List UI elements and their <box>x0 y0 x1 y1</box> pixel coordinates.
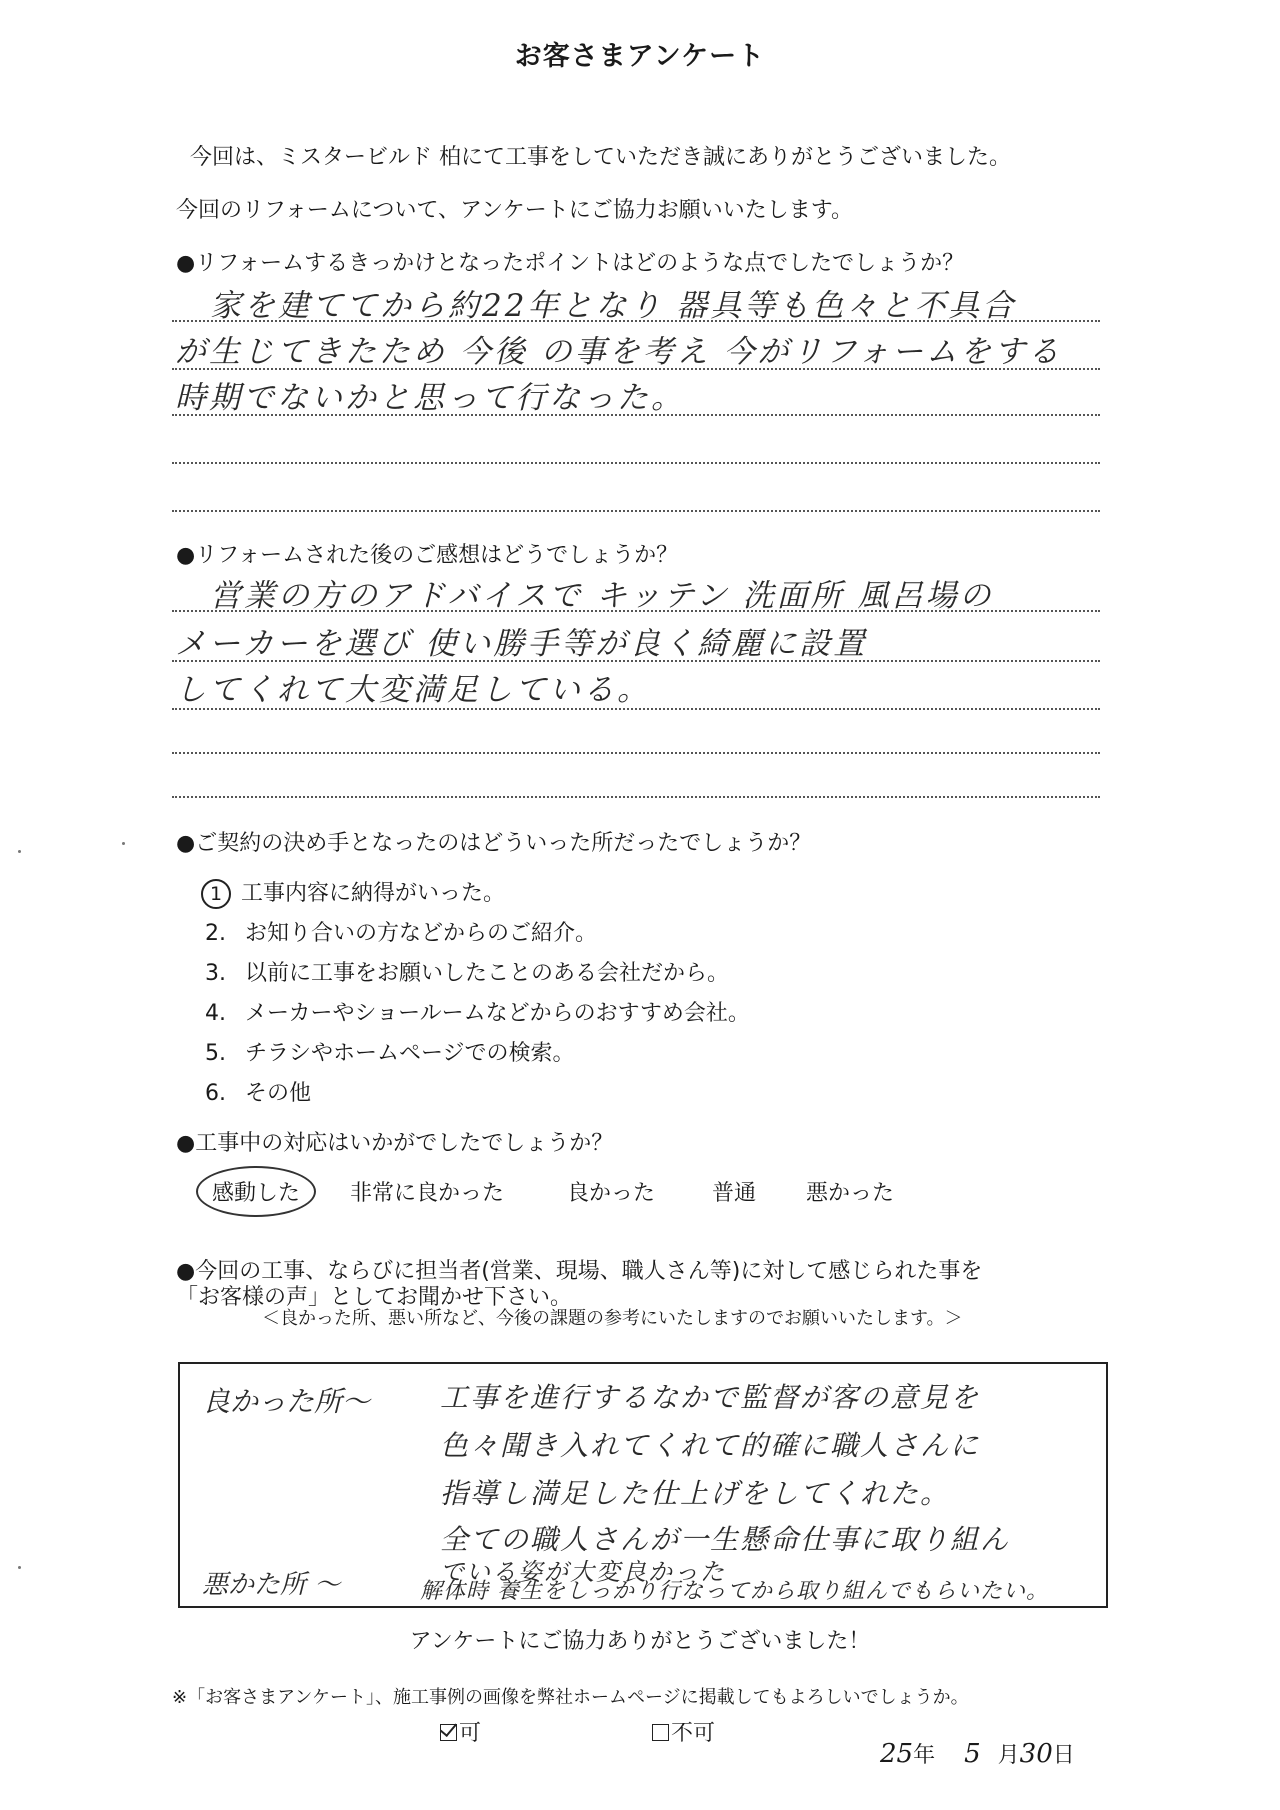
choice-number: 3. <box>205 961 226 986</box>
q4-question: ●工事中の対応はいかがでしたでしょうか？ <box>176 1131 614 1156</box>
intro-line-1: 今回は、ミスタービルド 柏にて工事をしていただき誠にありがとうございました。 <box>190 145 1011 170</box>
answer-rule <box>172 414 1100 416</box>
choice-label: メーカーやショールームなどからのおすすめ会社。 <box>245 1001 750 1026</box>
rating-option: 悪かった <box>806 1181 895 1206</box>
page-title: お客さまアンケート <box>514 41 766 72</box>
choice-number: 5. <box>205 1041 226 1066</box>
answer-rule <box>172 510 1100 512</box>
answer-rule <box>172 610 1100 612</box>
rating-option: 普通 <box>712 1181 757 1206</box>
q1-answer-line: 時期でないかと思って行なった。 <box>175 380 685 416</box>
q3-choice <box>205 1036 575 1067</box>
date-year-unit: 年 <box>913 1743 936 1768</box>
choice-number: 6. <box>205 1081 226 1106</box>
scan-speck <box>18 1566 21 1569</box>
q3-choice <box>205 1076 311 1107</box>
answer-rule <box>172 368 1100 370</box>
choice-label: お知り合いの方などからのご紹介。 <box>245 921 598 946</box>
intro-line-2: 今回のリフォームについて、アンケートにご協力お願いいたします。 <box>176 198 853 223</box>
q5-question-line-2: 「お客様の声」としてお聞かせ下さい。 <box>176 1285 573 1310</box>
checkbox-checked-icon[interactable] <box>440 1724 457 1741</box>
choice-label: 以前に工事をお願いしたことのある会社だから。 <box>245 961 730 986</box>
consent-yes-label: 可 <box>459 1721 482 1746</box>
q2-answer-line: してくれて大変満足している。 <box>175 672 651 708</box>
good-points-label: 良かった所〜 <box>202 1385 371 1418</box>
good-points-line: でいる姿が大変良かった <box>440 1558 726 1586</box>
thanks-message: アンケートにご協力ありがとうございました！ <box>409 1629 871 1654</box>
answer-rule <box>172 752 1100 754</box>
rating-option-selected: 感動した <box>196 1166 316 1217</box>
date-year: 25 <box>880 1739 914 1769</box>
rating-option: 非常に良かった <box>350 1181 505 1206</box>
choice-label: その他 <box>245 1081 312 1106</box>
bad-points-line: 解体時 養生をしっかり行なってから取り組んでもらいたい。 <box>420 1579 1049 1604</box>
q3-choice <box>205 916 597 947</box>
consent-yes-option[interactable] <box>440 1716 481 1747</box>
date-month-unit: 月 <box>997 1743 1020 1768</box>
q3-choice <box>205 996 750 1027</box>
checkbox-empty-icon[interactable] <box>652 1724 669 1741</box>
consent-question: ※「お客さまアンケート」、施工事例の画像を弊社ホームページに掲載してもよろしいでしょうか。 <box>172 1687 969 1708</box>
q5-question-line-1: ●今回の工事、ならびに担当者(営業、現場、職人さん等)に対して感じられた事を <box>176 1259 983 1284</box>
answer-rule <box>172 462 1100 464</box>
response-date <box>880 1738 1075 1769</box>
q2-answer-line: 営業の方のアドバイスで キッテン 洗面所 風呂場の <box>210 578 994 614</box>
choice-label: 工事内容に納得がいった。 <box>241 881 506 906</box>
rating-option: 良かった <box>567 1181 656 1206</box>
consent-no-label: 不可 <box>671 1721 716 1746</box>
q5-note: ＜良かった所、悪い所など、今後の課題の参考にいたしますのでお願いいたします。＞ <box>262 1308 963 1329</box>
good-points-line: 指導し満足した仕上げをしてくれた。 <box>440 1477 951 1510</box>
choice-label: チラシやホームページでの検索。 <box>245 1041 575 1066</box>
date-day-unit: 日 <box>1052 1743 1075 1768</box>
q1-answer-line: 家を建ててから約22年となり 器具等も色々と不具合 <box>210 288 1017 324</box>
good-points-line: 工事を進行するなかで監督が客の意見を <box>440 1381 981 1414</box>
q2-question: ●リフォームされた後のご感想はどうでしょうか？ <box>176 543 679 568</box>
consent-no-option[interactable] <box>652 1716 715 1747</box>
choice-number: 4. <box>205 1001 226 1026</box>
date-month: 5 <box>964 1739 981 1769</box>
bad-points-label: 悪かた所 〜 <box>202 1570 341 1600</box>
answer-rule <box>172 660 1100 662</box>
answer-rule <box>172 796 1100 798</box>
answer-rule <box>172 708 1100 710</box>
q3-choice <box>205 876 505 909</box>
date-day: 30 <box>1019 1739 1053 1769</box>
q1-question: ●リフォームするきっかけとなったポイントはどのような点でしたでしょうか？ <box>176 251 965 276</box>
scan-speck <box>18 850 21 853</box>
good-points-line: 色々聞き入れてくれて的確に職人さんに <box>440 1429 981 1462</box>
answer-rule <box>172 320 1100 322</box>
q1-answer-line: が生じてきたため 今後 の事を考え 今がリフォームをする <box>175 334 1063 370</box>
scan-speck <box>122 842 125 845</box>
good-points-line: 全ての職人さんが一生懸命仕事に取り組ん <box>440 1523 1011 1556</box>
q2-answer-line: メーカーを選び 使い勝手等が良く綺麗に設置 <box>175 626 868 662</box>
q3-choice <box>205 956 729 987</box>
choice-number: 2. <box>205 921 226 946</box>
selected-choice-circle: 1 <box>201 879 231 909</box>
q3-question: ●ご契約の決め手となったのはどういった所だったでしょうか？ <box>176 831 812 856</box>
